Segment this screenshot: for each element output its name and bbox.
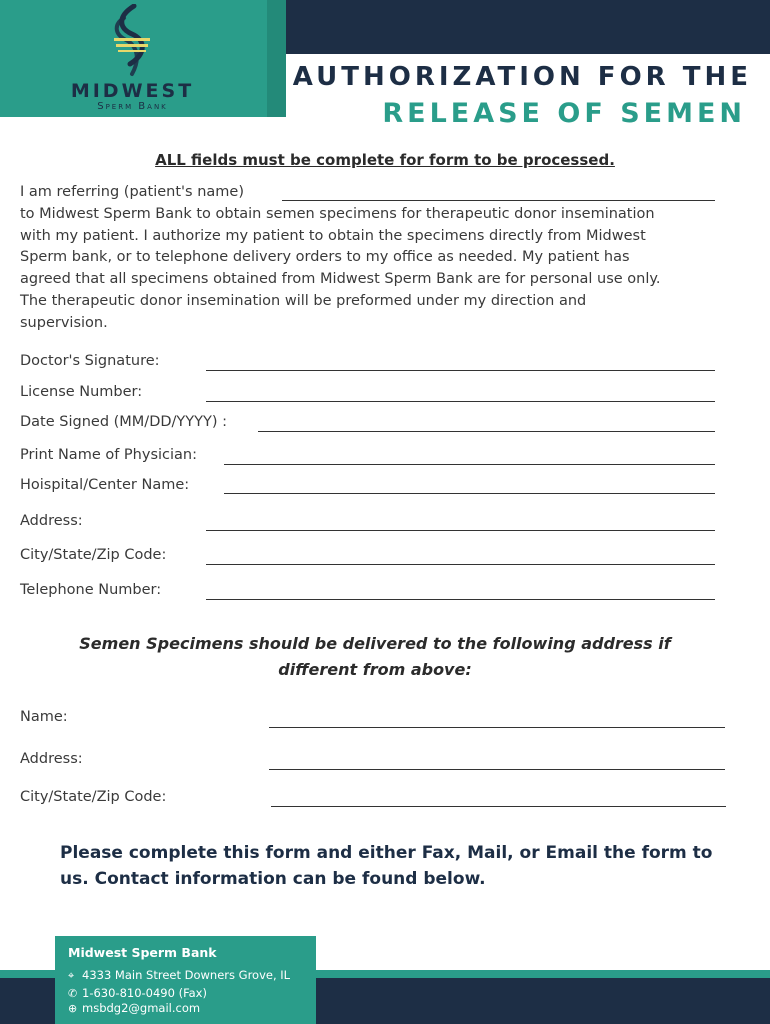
telephone-label: Telephone Number: [20, 582, 162, 598]
address-label: Address: [20, 513, 83, 529]
intro-paragraph [20, 182, 720, 335]
physician-name-label: Print Name of Physician: [20, 447, 197, 463]
required-note: ALL fields must be complete for form to be processed. [155, 151, 615, 169]
hospital-name-label: Hoispital/Center Name: [20, 477, 190, 493]
delivery-heading [40, 631, 710, 683]
contact-email-row [68, 1001, 200, 1015]
title-line-1: AUTHORIZATION FOR THE [292, 62, 752, 92]
logo-edge [267, 0, 286, 117]
location-pin-icon: ⌖ [68, 969, 75, 982]
logo-name: MIDWEST [70, 80, 195, 102]
logo [0, 0, 286, 117]
contact-address: 4333 Main Street Downers Grove, IL [82, 968, 291, 982]
contact-box [55, 936, 316, 1024]
phone-icon: ✆ [68, 987, 78, 1000]
delivery-city-state-zip-field[interactable] [271, 806, 726, 807]
delivery-name-field[interactable] [269, 727, 725, 728]
intro-line: agreed that all specimens obtained from Midwest Sperm Bank are for personal use only. [20, 271, 661, 288]
doctor-signature-label: Doctor's Signature: [20, 353, 160, 369]
license-number-field[interactable] [206, 401, 715, 402]
logo-subtitle: Sperm Bank [97, 101, 168, 112]
title-line-2: RELEASE OF SEMEN [382, 98, 746, 129]
instructions [60, 840, 740, 892]
hospital-name-field[interactable] [224, 493, 715, 494]
physician-name-field[interactable] [224, 464, 715, 465]
contact-phone-row [68, 986, 207, 1000]
delivery-address-label: Address: [20, 751, 83, 767]
instructions-line-2: us. Contact information can be found below. [60, 869, 486, 889]
contact-phone: 1-630-810-0490 (Fax) [82, 986, 207, 1000]
intro-line: The therapeutic donor insemination will be preformed under my direction and [20, 292, 587, 309]
globe-icon: ⊕ [68, 1002, 78, 1015]
doctor-signature-field[interactable] [206, 370, 715, 371]
delivery-heading-line-2: different from above: [278, 660, 472, 679]
address-field[interactable] [206, 530, 715, 531]
patient-name-field[interactable] [282, 200, 715, 201]
city-state-zip-field[interactable] [206, 564, 715, 565]
intro-line: I am referring (patient's name) [20, 184, 244, 200]
intro-line: with my patient. I authorize my patient to obtain the specimens directly from Midwest [20, 227, 646, 244]
contact-name: Midwest Sperm Bank [68, 945, 217, 960]
date-signed-field[interactable] [258, 431, 715, 432]
contact-email[interactable]: msbdg2@gmail.com [82, 1001, 201, 1015]
contact-address-row [68, 968, 290, 983]
license-number-label: License Number: [20, 384, 143, 400]
intro-line: to Midwest Sperm Bank to obtain semen specimens for therapeutic donor insemination [20, 205, 655, 222]
delivery-address-field[interactable] [269, 769, 725, 770]
telephone-field[interactable] [206, 599, 715, 600]
intro-line: Sperm bank, or to telephone delivery orders to my office as needed. My patient has [20, 249, 630, 266]
city-state-zip-label: City/State/Zip Code: [20, 547, 167, 563]
helix-logo-icon [104, 4, 160, 78]
instructions-line-1: Please complete this form and either Fax, Mail, or Email the form to [60, 843, 713, 863]
delivery-heading-line-1: Semen Specimens should be delivered to the following address if [79, 634, 671, 653]
intro-line: supervision. [20, 314, 108, 331]
delivery-name-label: Name: [20, 709, 68, 725]
date-signed-label: Date Signed (MM/DD/YYYY) : [20, 414, 227, 430]
delivery-city-state-zip-label: City/State/Zip Code: [20, 789, 167, 805]
